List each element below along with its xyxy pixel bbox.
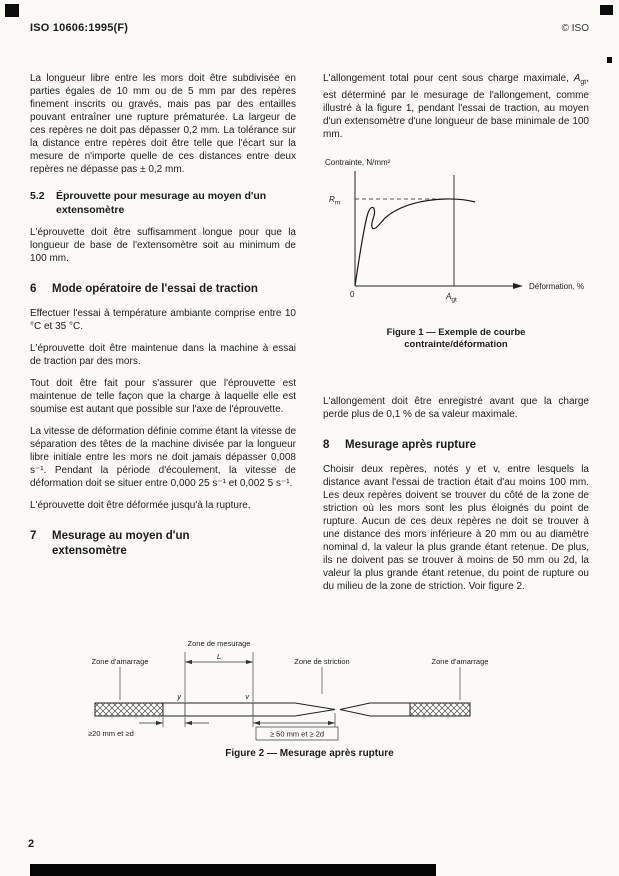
grip-zone-hatch-left xyxy=(95,703,163,716)
fig1-rm-label: $R_m$ xyxy=(329,195,341,207)
para-enregistrement-charge: L'allongement doit être enregistré avant que la charge perde plus de 0,1 % de sa valeur maximale. xyxy=(323,396,589,420)
scan-mark-bottom-bar xyxy=(30,864,436,876)
section-5-2-title: Éprouvette pour mesurage au moyen d'un extensomètre xyxy=(56,190,267,216)
scan-speck-right-edge xyxy=(607,57,612,63)
section-7-title: Mesurage au moyen d'un extensomètre xyxy=(52,530,190,557)
para-vitesse-deformation: La vitesse de déformation définie comme étant la vitesse de séparation des têtes de la machine divisée par la longueur libre initiale entre les mors ne doit jamais dépasser 0,008 s⁻¹. Pendant la période d'écoulement, la vitesse de déformation doit se situer entre 0,000 25 s⁻¹ et 0,002 5 s⁻¹. xyxy=(30,426,296,489)
fig2-zone-amarrage-right-label: Zone d'amarrage xyxy=(431,657,489,666)
right-column xyxy=(323,72,589,602)
left-column xyxy=(30,72,296,602)
fig2-zone-amarrage-left-label: Zone d'amarrage xyxy=(91,657,149,666)
para-machine-mors: L'éprouvette doit être maintenue dans la machine à essai de traction par des mors. xyxy=(30,343,296,367)
figure1-stress-strain-chart xyxy=(323,155,593,313)
two-column-body xyxy=(30,72,589,602)
section-8-number: 8 xyxy=(323,439,330,451)
para-temperature: Effectuer l'essai à température ambiante comprise entre 10 °C et 35 °C. xyxy=(30,308,296,332)
copyright-notice: © ISO xyxy=(561,23,589,34)
section-8-heading xyxy=(323,438,589,453)
fig1-origin-label: 0 xyxy=(350,290,355,299)
symbol-agt-subscript: gt xyxy=(580,79,587,86)
figure1-caption: Figure 1 — Exemple de courbe contrainte/déformation xyxy=(386,327,526,350)
fig1-y-axis-label: Contrainte, N/mm² xyxy=(325,158,391,167)
para-axe-eprouvette: Tout doit être fait pour s'assurer que l'éprouvette est maintenue de telle façon que la charge à laquelle elle est soumise est autant que possible sur l'axe de l'éprouvette. xyxy=(30,378,296,415)
para-subdivision-reperes: La longueur libre entre les mors doit être subdivisée en parties égales de 10 mm ou de 5 mm par des repères finement inscrits ou gravés, mais pas par des entailles pouvant entraîner une rupture prématurée. La largeur de ces repères ne doit pas dépasser 0,2 mm. La tolérance sur la distance entre repères doit être telle que l'écart sur la mesure de n'importe quelle de ces distances entre deux repères ne dépasse pas ± 0,2 mm. xyxy=(30,73,296,175)
figure2-block xyxy=(30,636,589,759)
fig2-mark-y-label: y xyxy=(177,692,181,701)
fig2-arrow-icon xyxy=(156,721,163,725)
section-8-title: Mesurage après rupture xyxy=(345,439,477,451)
fig1-x-axis-arrow-icon xyxy=(513,283,523,289)
fig2-arrow-icon xyxy=(185,721,192,725)
para-rupture: L'éprouvette doit être déformée jusqu'à la rupture. xyxy=(30,500,251,511)
figure2-specimen-diagram xyxy=(40,636,580,744)
fig2-dim-L-label: L xyxy=(216,652,222,661)
para-allongement-total xyxy=(323,72,589,141)
stress-strain-curve xyxy=(355,199,475,286)
scan-mark-top-left xyxy=(5,4,19,17)
fig2-arrow-icon xyxy=(253,721,260,725)
page-header xyxy=(30,22,589,34)
section-6-number: 6 xyxy=(30,283,37,295)
section-5-2-heading xyxy=(30,189,296,217)
text-fragment: L'allongement total pour cent sous charge maximale, xyxy=(323,73,574,84)
text-fragment: , est déterminé par le mesurage de l'allongement, comme illustré à la figure 1, pendant l'essai de traction, au moyen d'un extensomètre d'une longueur de base minimale de 100 mm. xyxy=(323,73,589,140)
page-number: 2 xyxy=(28,838,35,850)
section-7-heading xyxy=(30,529,296,559)
section-7-number: 7 xyxy=(30,530,37,542)
figure1-block xyxy=(323,155,589,351)
para-choix-reperes: Choisir deux repères, notés y et v, entre lesquels la distance avant l'essai de traction était d'au moins 100 mm. Les deux repères doivent se trouver du côté de la zone de striction où les mors sont les plus éloignés du point de rupture. Aucun de ces deux repères ne doit se trouver à une distance des mors inférieure à 20 mm ou au diamètre nominal d, la valeur la plus grande étant retenue. De plus, ils ne doivent pas se trouver à moins de 50 mm ou 2d, la valeur la plus grande étant retenue, du point de rupture ou du milieu de la zone de striction. Voir figure 2. xyxy=(323,464,589,592)
para-eprouvette-longueur: L'éprouvette doit être suffisamment longue pour que la longueur de base de l'extensomètre soit au minimum de 100 mm. xyxy=(30,227,296,264)
scan-mark-top-right xyxy=(600,5,613,15)
fig2-zone-mesurage-label: Zone de mesurage xyxy=(187,639,251,648)
fig2-arrow-icon xyxy=(328,721,335,725)
grip-zone-hatch-right xyxy=(410,703,470,716)
figure2-caption: Figure 2 — Mesurage après rupture xyxy=(225,748,394,759)
fig2-arrow-icon xyxy=(185,660,192,664)
section-5-2-number: 5.2 xyxy=(30,190,45,202)
fig2-arrow-icon xyxy=(246,660,253,664)
section-6-title: Mode opératoire de l'essai de traction xyxy=(52,283,258,295)
fig2-mark-v-label: v xyxy=(245,692,249,701)
fig2-zone-striction-label: Zone de striction xyxy=(294,657,350,666)
section-6-heading xyxy=(30,282,296,297)
fig2-dim-50mm-label: ≥ 50 mm et ≥ 2d xyxy=(269,729,325,739)
fig1-agt-label: $A_{gt}$ xyxy=(446,292,457,304)
fig1-x-axis-title: Déformation, % xyxy=(529,282,585,291)
symbol-agt: A xyxy=(573,73,581,84)
document-id: ISO 10606:1995(F) xyxy=(30,22,129,34)
fig2-dim-20mm-label: ≥20 mm et ≥d xyxy=(88,729,134,738)
